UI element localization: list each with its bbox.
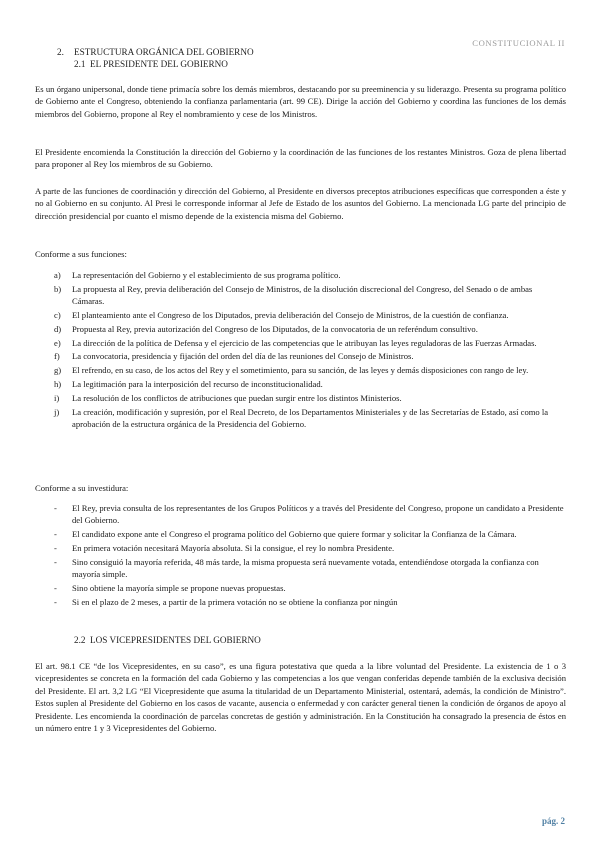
list-item-text: Sino obtiene la mayoría simple se propone nuevas propuestas. (72, 583, 286, 593)
list-item-text: La propuesta al Rey, previa deliberación del Consejo de Ministros, de la disolución discrecional del Congreso, del Senado o de ambas Cámaras. (72, 283, 533, 307)
running-head: CONSTITUCIONAL II (472, 38, 565, 48)
list-item-text: El candidato expone ante el Congreso el programa político del Gobierno que quiere formar y solicitar la Confianza de la Cámara. (72, 529, 517, 540)
functions-list (35, 269, 566, 432)
list-marker: c) (54, 310, 61, 320)
list-item (35, 406, 566, 431)
list-item-text: Si en el plazo de 2 meses, a partir de la primera votación no se obtiene la confianza por ningún (72, 596, 398, 607)
list-item (35, 542, 566, 554)
list-item-text: La convocatoria, presidencia y fijación del orden del día de las reuniones del Consejo de Ministros. (72, 351, 414, 362)
list-item-text: La resolución de los conflictos de atribuciones que puedan surgir entre los distintos Ministerios. (72, 392, 402, 403)
page-number: pág. 2 (541, 816, 565, 826)
list-marker: a) (54, 270, 61, 280)
subsection-number: 2.2 (74, 635, 86, 645)
list-marker: b) (54, 283, 62, 294)
list-item-text: En primera votación necesitará Mayoría absoluta. Si la consigue, el rey lo nombra Presidente. (72, 543, 395, 553)
list-marker: - (54, 596, 57, 607)
subsection-heading-vicepresidents (74, 634, 261, 646)
list-marker: - (54, 583, 57, 593)
subsection-title: LOS VICEPRESIDENTES DEL GOBIERNO (90, 635, 261, 645)
list-marker: - (54, 556, 57, 567)
investiture-intro: Conforme a su investidura: (35, 483, 129, 493)
list-item-text: La dirección de la política de Defensa y el ejercicio de las competencias que le atribuyan las leyes reguladoras de las Fuerzas Armadas. (72, 337, 537, 348)
list-item (35, 337, 566, 349)
list-item-text: La representación del Gobierno y el establecimiento de sus programa político. (72, 270, 341, 280)
list-marker: i) (54, 392, 60, 403)
list-item (35, 596, 566, 608)
investiture-list (35, 502, 566, 610)
list-marker: h) (54, 378, 62, 389)
list-marker: j) (54, 406, 60, 417)
list-marker: - (54, 529, 57, 540)
list-item (35, 269, 566, 281)
list-marker: g) (54, 365, 62, 376)
list-item-text: El Rey, previa consulta de los representantes de los Grupos Políticos y a través del Presidente del Congreso, propone un candidato a Presidente del Gobierno. (72, 503, 564, 526)
list-item-text: Sino consiguió la mayoría referida, 48 más tarde, la misma propuesta será nuevamente votada, entendiéndose otorgada la confianza con mayoría simple. (72, 556, 539, 580)
subsection-number: 2.1 (74, 59, 86, 69)
list-marker: - (54, 503, 57, 513)
list-item (35, 378, 566, 390)
list-item (35, 364, 566, 376)
list-item-text: Propuesta al Rey, previa autorización del Congreso de los Diputados, de la convocatoria de un referéndum consultivo. (72, 323, 478, 334)
list-item-text: El refrendo, en su caso, de los actos del Rey y el sometimiento, para su sanción, de las leyes y demás disposiciones con rango de ley. (72, 365, 529, 376)
list-marker: - (54, 543, 57, 553)
list-item (35, 283, 566, 308)
subsection-title: EL PRESIDENTE DEL GOBIERNO (90, 59, 228, 69)
list-item (35, 528, 566, 540)
list-item (35, 309, 566, 321)
list-marker: f) (54, 351, 60, 362)
list-item-text: La creación, modificación y supresión, por el Real Decreto, de los Departamentos Ministeriales y de las Secretarías de Estado, así como la aprobación de la estructura orgánica de la Presidencia del Gobierno. (72, 406, 549, 429)
list-item (35, 502, 566, 527)
paragraph-vicepresidents: El art. 98.1 CE “de los Vicepresidentes, en su caso”, es una figura potestativa que queda a la libre voluntad del Presidente. La existencia de 1 o 3 vicepresidentes se concreta en la formación del cada Gobierno y las competencias a los que vengan conferidas depende también de la exclusiva decisión del Presidente. El art. 3,2 LG “El Vicepresidente que asuma la titularidad de un Departamento Ministerial, ostentará, además, la condición de Ministro”. Estos suplen al Presidente del Gobierno en los casos de vacante, ausencia o enfermedad y con carácter general tienen la condición de órganos de apoyo al Presidente. Les encomienda la coordinación de parcelas concretas de gestión y administración. En la Constitución ha consagrado la presencia de éstos en un número entre 1 y 3 Vicepresidentes del Gobierno. (35, 661, 566, 734)
list-item (35, 323, 566, 335)
list-item-text: El planteamiento ante el Congreso de los Diputados, previa deliberación del Consejo de Ministros, de la cuestión de confianza. (72, 310, 509, 320)
list-marker: d) (54, 323, 62, 334)
list-item-text: La legitimación para la interposición del recurso de inconstitucionalidad. (72, 378, 323, 389)
list-item (35, 582, 566, 594)
functions-intro: Conforme a sus funciones: (35, 249, 127, 259)
section-number: 2. (57, 47, 64, 57)
section-heading (57, 46, 254, 58)
paragraph-attributions: A parte de las funciones de coordinación y dirección del Gobierno, al Presidente en diversos preceptos atribuciones específicas que corresponden a éste y no al Gobierno en su conjunto. Al Presi le corresponde informar al Jefe de Estado de los asuntos del Gobierno. La mencionada LG parte del principio de dirección presidencial por cuanto el mismo depende de la existencia misma del Gobierno. (35, 186, 566, 221)
list-item (35, 392, 566, 404)
paragraph-direction: El Presidente encomienda la Constitución la dirección del Gobierno y la coordinación de las funciones de los restantes Ministros. Goza de plena libertad para proponer al Rey los miembros de su Gobierno. (35, 147, 566, 170)
list-item (35, 350, 566, 362)
list-item (35, 556, 566, 581)
subsection-heading-president (74, 58, 228, 70)
section-title: ESTRUCTURA ORGÁNICA DEL GOBIERNO (74, 47, 254, 57)
paragraph-intro: Es un órgano unipersonal, donde tiene primacía sobre los demás miembros, destacando por su preeminencia y su liderazgo. Presenta su programa político de Gobierno ante el Congreso, obteniendo la confianza parlamentaria (art. 99 CE). Dirige la acción del Gobierno y coordina las funciones de los demás miembros del Gobierno, propone al Rey el nombramiento y cese de los Ministros. (35, 84, 566, 119)
list-marker: e) (54, 337, 61, 348)
